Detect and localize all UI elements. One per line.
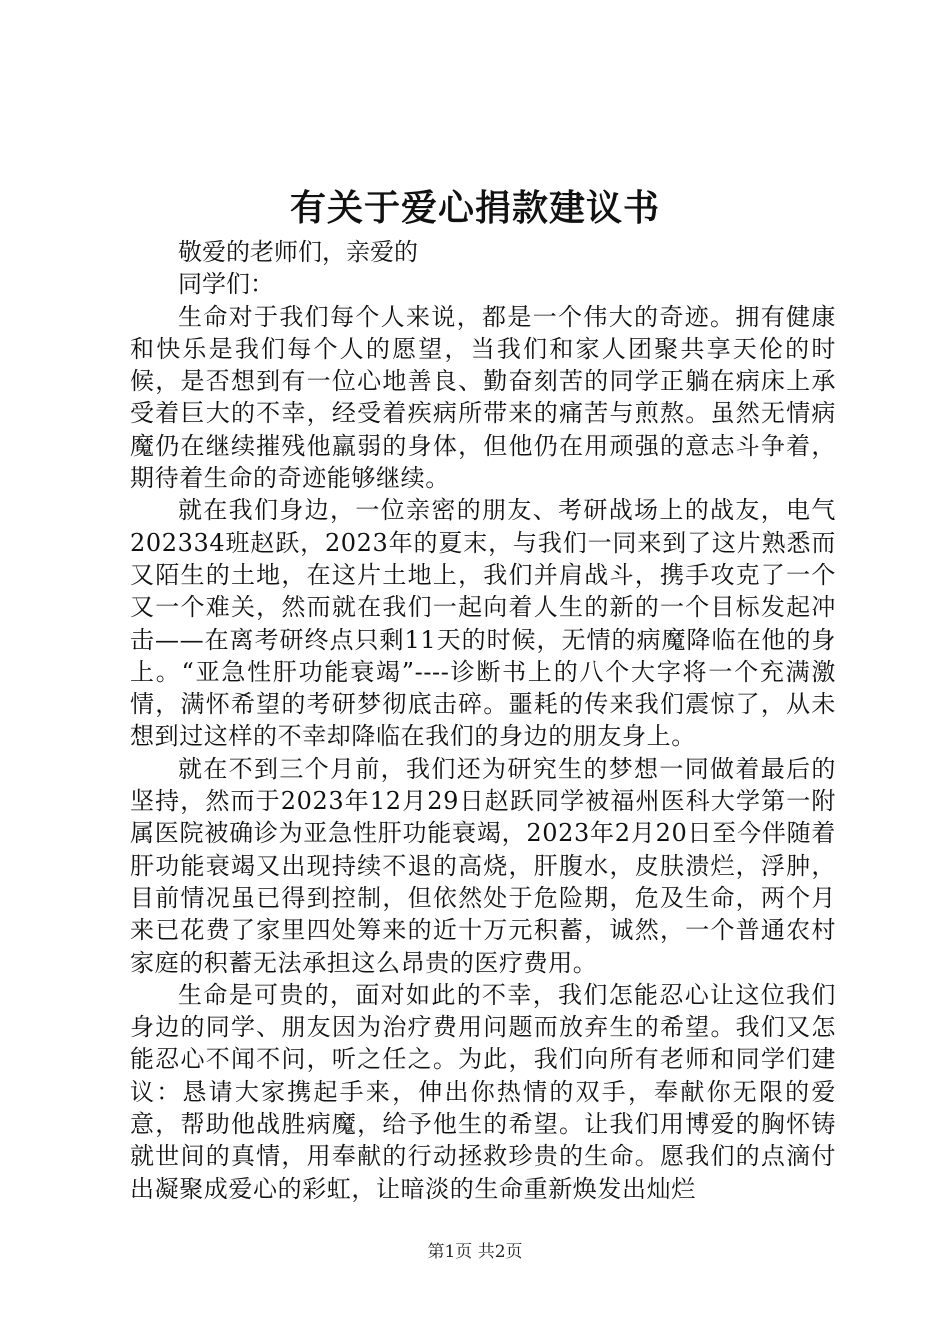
document-title: 有关于爱心捐款建议书	[289, 187, 660, 229]
paragraph-3: 就在不到三个月前，我们还为研究生的梦想一同做着最后的坚持，然而于2023年12月29日赵跃同学被福州医科大学第一附属医院被确诊为亚急性肝功能衰竭，2023年2月20日至今伴随着肝功能衰竭又出现持续不退的高烧，肝腹水，皮肤溃烂，浮肿，目前情况虽已得到控制，但依然处于危险期，危及生命，两个月来已花费了家里四处筹来的近十万元积蓄，诚然，一个普通农村家庭的积蓄无法承担这么昂贵的医疗费用。	[130, 754, 836, 977]
paragraph-1: 生命对于我们每个人来说，都是一个伟大的奇迹。拥有健康和快乐是我们每个人的愿望，当我们和家人团聚共享天伦的时候，是否想到有一位心地善良、勤奋刻苦的同学正躺在病床上承受着巨大的不幸，经受着疾病所带来的痛苦与煎熬。虽然无情病魔仍在继续摧残他羸弱的身体，但他仍在用顽强的意志斗争着，期待着生命的奇迹能够继续。	[130, 302, 836, 493]
paragraph-4: 生命是可贵的，面对如此的不幸，我们怎能忍心让这位我们身边的同学、朋友因为治疗费用问题而放弃生的希望。我们又怎能忍心不闻不问，听之任之。为此，我们向所有老师和同学们建议：恳请大家携起手来，伸出你热情的双手，奉献你无限的爱意，帮助他战胜病魔，给予他生的希望。让我们用博爱的胸怀铸就世间的真情，用奉献的行动拯救珍贵的生命。愿我们的点滴付出凝聚成爱心的彩虹，让暗淡的生命重新焕发出灿烂	[130, 980, 836, 1203]
greeting-line-2: 同学们：	[178, 270, 274, 299]
page-footer: 第1页 共2页	[427, 1242, 523, 1262]
paragraph-2: 就在我们身边，一位亲密的朋友、考研战场上的战友，电气202334班赵跃，2023年的夏末，与我们一同来到了这片熟悉而又陌生的土地，在这片土地上，我们并肩战斗，携手攻克了一个又一个难关，然而就在我们一起向着人生的新的一个目标发起冲击——在离考研终点只剩11天的时候，无情的病魔降临在他的身上。“亚急性肝功能衰竭”----诊断书上的八个大字将一个充满激情，满怀希望的考研梦彻底击碎。噩耗的传来我们震惊了，从未想到过这样的不幸却降临在我们的身边的朋友身上。	[130, 496, 836, 751]
document-body	[130, 236, 836, 1205]
greeting-line-1: 敬爱的老师们，亲爱的	[178, 238, 418, 266]
